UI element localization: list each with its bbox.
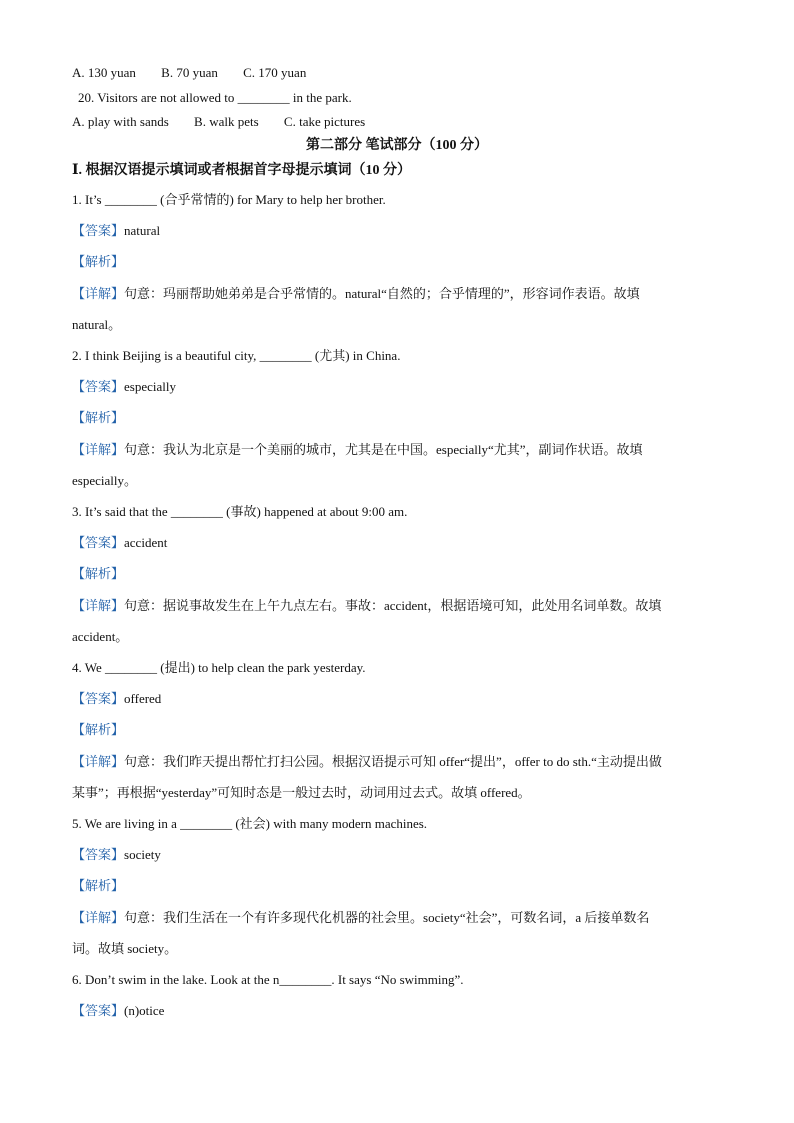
answer-value: natural — [124, 223, 161, 238]
option-b: B. walk pets — [194, 114, 259, 129]
detail-label: 【详解】 — [72, 598, 125, 613]
analysis-label: 【解析】 — [72, 410, 125, 425]
analysis-label: 【解析】 — [72, 878, 125, 893]
detail-1-line1: 【详解】句意：玛丽帮助她弟弟是合乎常情的。natural“自然的；合乎情理的”，形容词作表语。故填 — [72, 286, 640, 301]
option-c: C. take pictures — [283, 114, 366, 129]
detail-label: 【详解】 — [72, 286, 125, 301]
answer-1 — [72, 222, 160, 240]
detail-4-line1: 【详解】句意：我们昨天提出帮忙打扫公园。根据汉语提示可知 offer“提出”，offer to do sth.“主动提出做 — [72, 754, 662, 769]
answer-4 — [72, 690, 161, 708]
answer-value: (n)otice — [124, 1003, 165, 1018]
answer-5 — [72, 846, 161, 864]
q20-text: 20. Visitors are not allowed to ________ in the park. — [78, 90, 352, 105]
detail-label: 【详解】 — [72, 442, 125, 457]
question-1: 1. It’s ________ (合乎常情的) for Mary to help her brother. — [72, 192, 386, 207]
detail-3-line1: 【详解】句意：据说事故发生在上午九点左右。事故：accident，根据语境可知，此处用名词单数。故填 — [72, 598, 662, 613]
detail-5-line1: 【详解】句意：我们生活在一个有许多现代化机器的社会里。society“社会”，可数名词，a 后接单数名 — [72, 910, 650, 925]
detail-5-line2: 词。故填 society。 — [72, 941, 178, 956]
analysis-label: 【解析】 — [72, 254, 125, 269]
answer-label: 【答案】 — [72, 691, 125, 706]
answer-6 — [72, 1002, 164, 1020]
q19-options — [72, 64, 306, 82]
question-2: 2. I think Beijing is a beautiful city, ________ (尤其) in China. — [72, 348, 401, 363]
answer-label: 【答案】 — [72, 379, 125, 394]
answer-value: especially — [124, 379, 176, 394]
detail-2-line1: 【详解】句意：我认为北京是一个美丽的城市，尤其是在中国。especially“尤其”，副词作状语。故填 — [72, 442, 643, 457]
option-a: A. play with sands — [72, 114, 169, 129]
q20-options — [72, 113, 365, 131]
detail-2-line2: especially。 — [72, 473, 137, 488]
answer-label: 【答案】 — [72, 847, 125, 862]
detail-label: 【详解】 — [72, 754, 125, 769]
detail-label: 【详解】 — [72, 910, 125, 925]
question-3: 3. It’s said that the ________ (事故) happened at about 9:00 am. — [72, 504, 408, 519]
detail-1-line2: natural。 — [72, 317, 122, 332]
detail-4-line2: 某事”；再根据“yesterday”可知时态是一般过去时，动词用过去式。故填 offered。 — [72, 785, 531, 800]
answer-value: offered — [124, 691, 162, 706]
analysis-label: 【解析】 — [72, 566, 125, 581]
analysis-label: 【解析】 — [72, 722, 125, 737]
question-5: 5. We are living in a ________ (社会) with many modern machines. — [72, 816, 428, 831]
answer-2 — [72, 378, 176, 396]
question-4: 4. We ________ (提出) to help clean the park yesterday. — [72, 660, 366, 675]
detail-3-line2: accident。 — [72, 629, 129, 644]
part2-title: 第二部分 笔试部分（100 分） — [306, 138, 488, 153]
option-c: C. 170 yuan — [243, 65, 307, 80]
option-b: B. 70 yuan — [161, 65, 218, 80]
answer-label: 【答案】 — [72, 223, 125, 238]
answer-value: society — [124, 847, 161, 862]
option-a: A. 130 yuan — [72, 65, 136, 80]
answer-value: accident — [124, 535, 168, 550]
answer-label: 【答案】 — [72, 1003, 125, 1018]
question-6: 6. Don’t swim in the lake. Look at the n________. It says “No swimming”. — [72, 972, 464, 987]
answer-label: 【答案】 — [72, 535, 125, 550]
section1-title: Ⅰ. 根据汉语提示填词或者根据首字母提示填词（10 分） — [72, 163, 412, 178]
answer-3 — [72, 534, 167, 552]
